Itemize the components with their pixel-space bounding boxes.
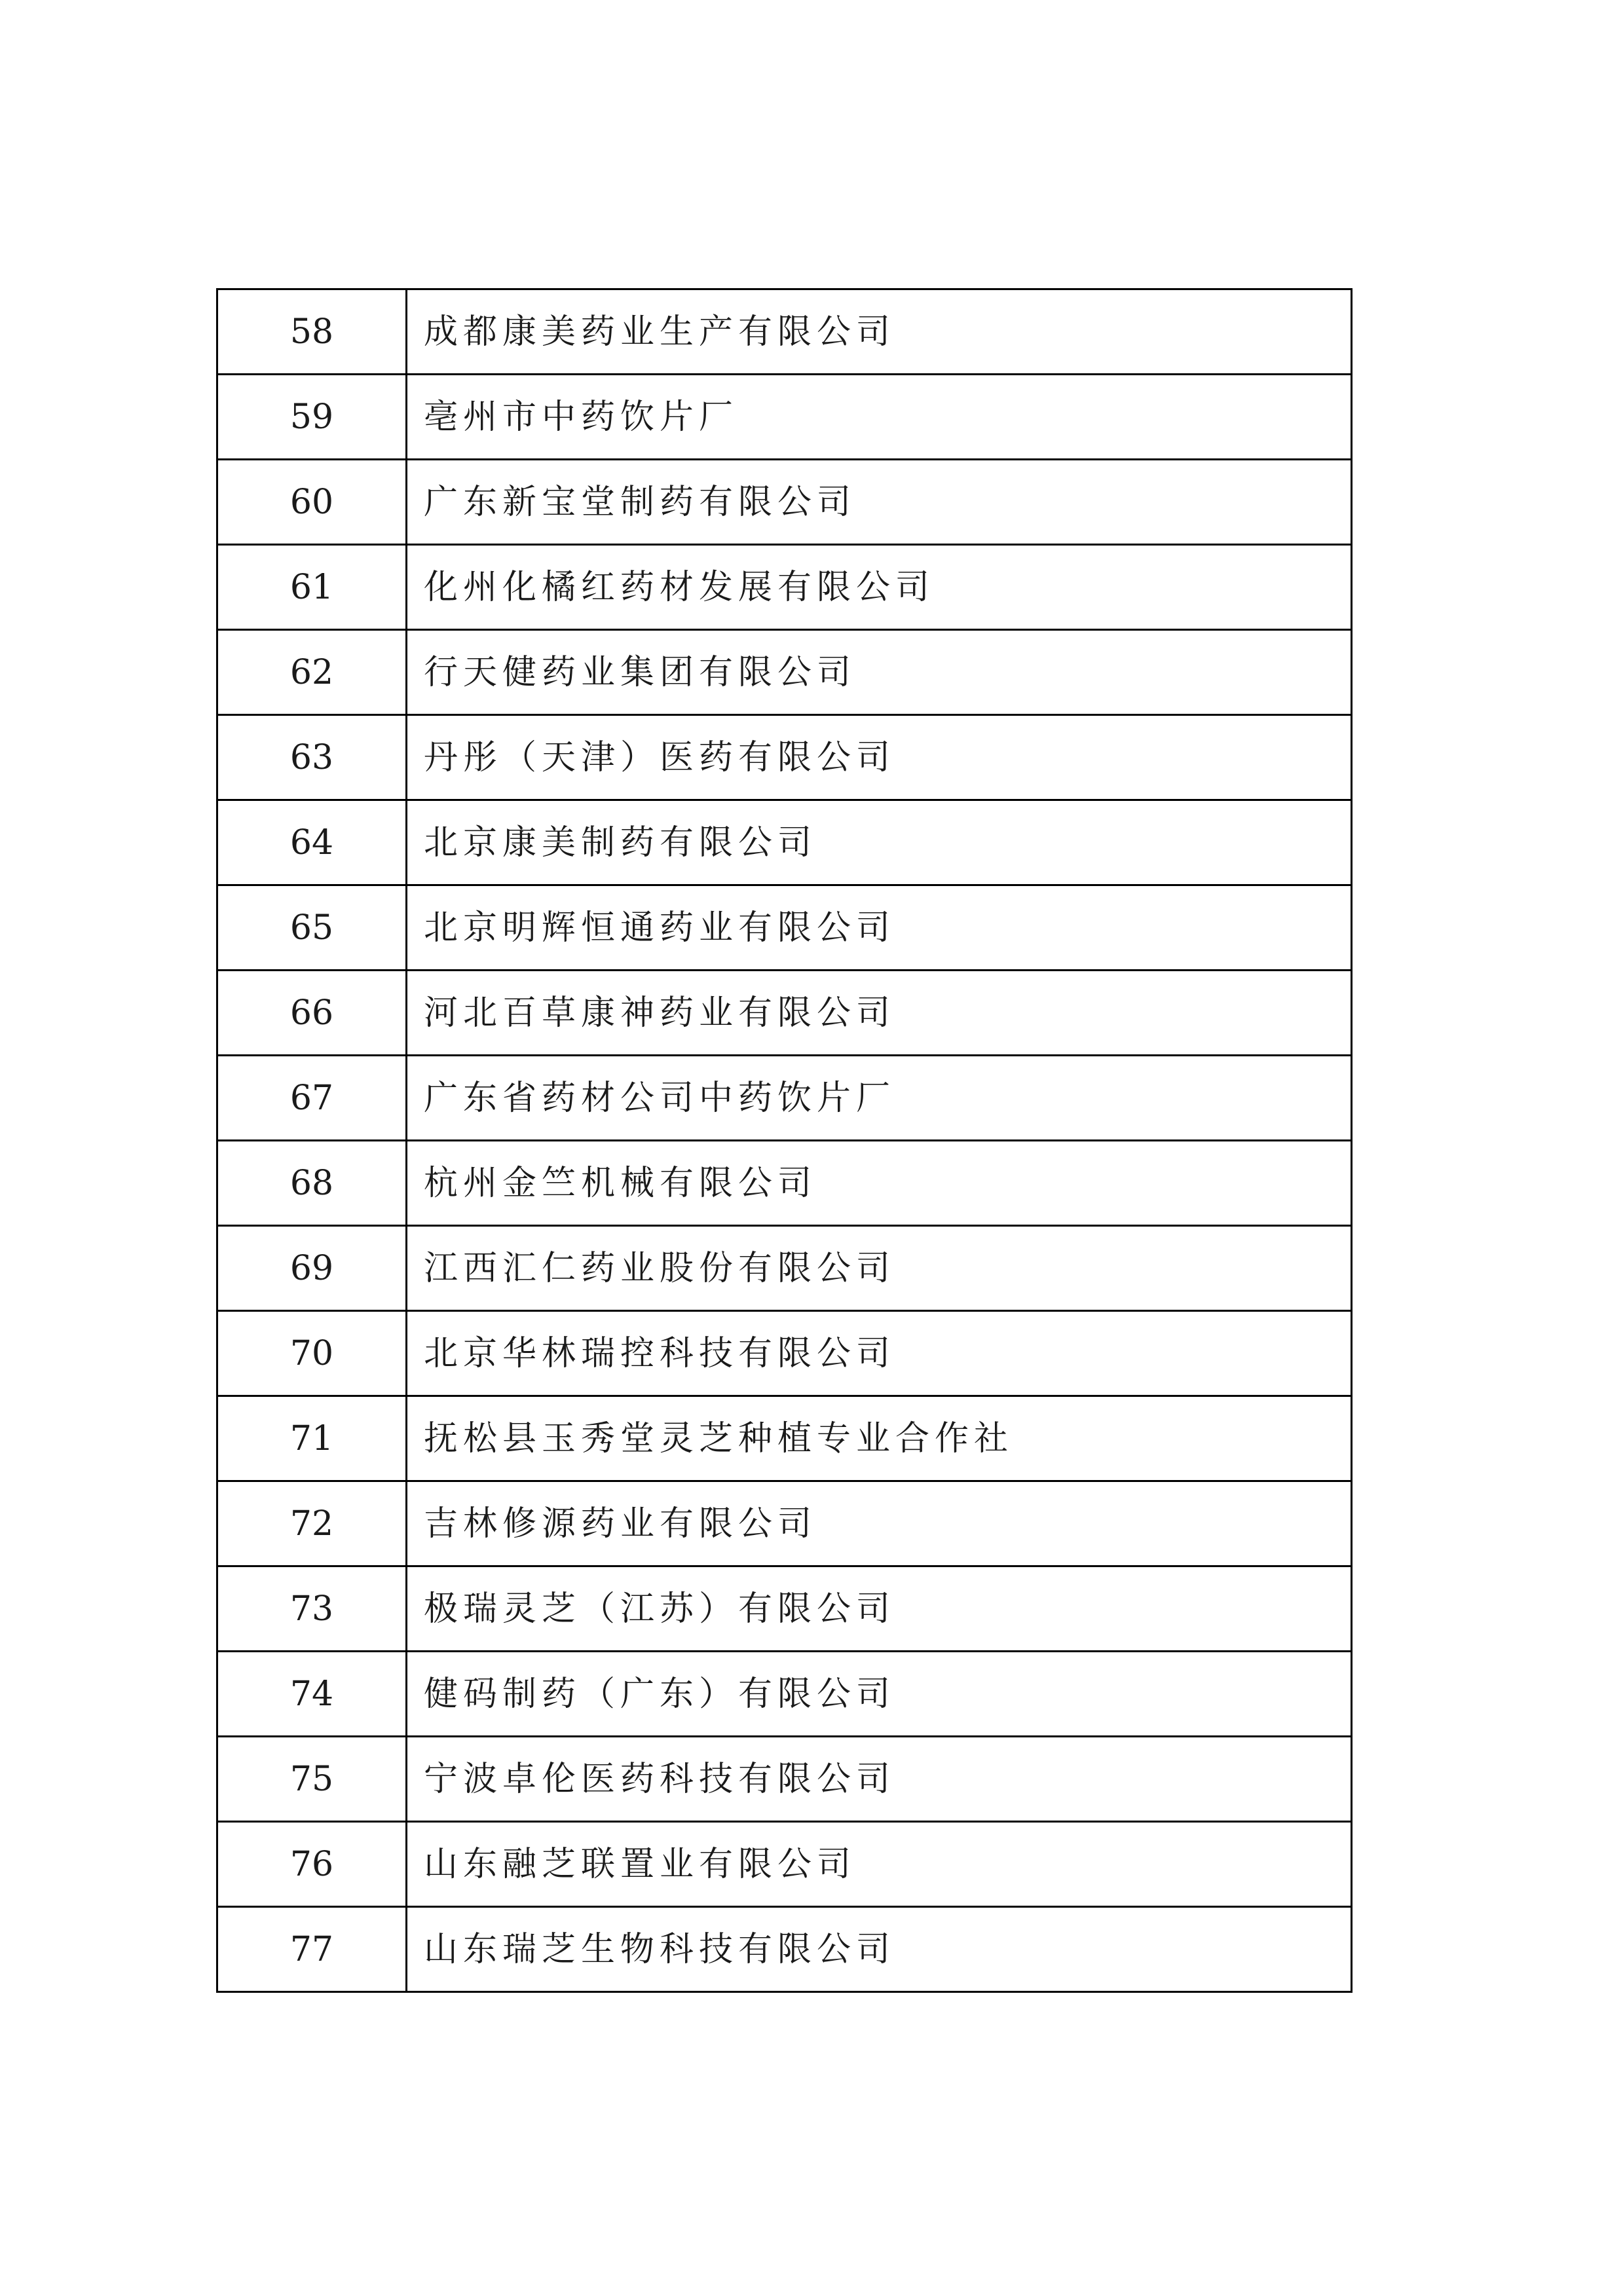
table-row [217, 1141, 1352, 1226]
table-row [217, 630, 1352, 715]
company-list-body [217, 289, 1352, 1992]
company-name-cell: 北京康美制药有限公司 [407, 800, 1352, 885]
row-number-cell: 70 [217, 1311, 407, 1396]
row-number-cell: 69 [217, 1226, 407, 1311]
table-row [217, 1822, 1352, 1907]
company-name-cell: 健码制药（广东）有限公司 [407, 1652, 1352, 1737]
company-name-cell: 丹彤（天津）医药有限公司 [407, 715, 1352, 800]
company-name-cell: 河北百草康神药业有限公司 [407, 971, 1352, 1056]
row-number-cell: 64 [217, 800, 407, 885]
row-number-cell: 73 [217, 1566, 407, 1652]
company-name-cell: 化州化橘红药材发展有限公司 [407, 545, 1352, 630]
company-name-cell: 吉林修源药业有限公司 [407, 1481, 1352, 1566]
row-number-cell: 72 [217, 1481, 407, 1566]
row-number-cell: 65 [217, 885, 407, 971]
company-name-cell: 江西汇仁药业股份有限公司 [407, 1226, 1352, 1311]
row-number-cell: 67 [217, 1056, 407, 1141]
table-row [217, 885, 1352, 971]
company-name-cell: 行天健药业集团有限公司 [407, 630, 1352, 715]
company-list-table [216, 288, 1352, 1993]
table-row [217, 1311, 1352, 1396]
row-number-cell: 59 [217, 375, 407, 460]
row-number-cell: 62 [217, 630, 407, 715]
table-row [217, 1737, 1352, 1822]
table-row [217, 375, 1352, 460]
company-name-cell: 广东新宝堂制药有限公司 [407, 460, 1352, 545]
row-number-cell: 58 [217, 289, 407, 375]
company-name-cell: 山东融芝联置业有限公司 [407, 1822, 1352, 1907]
company-name-cell: 北京明辉恒通药业有限公司 [407, 885, 1352, 971]
table-row [217, 1481, 1352, 1566]
company-name-cell: 宁波卓伦医药科技有限公司 [407, 1737, 1352, 1822]
company-name-cell: 山东瑞芝生物科技有限公司 [407, 1907, 1352, 1992]
row-number-cell: 63 [217, 715, 407, 800]
row-number-cell: 76 [217, 1822, 407, 1907]
table-row [217, 971, 1352, 1056]
row-number-cell: 74 [217, 1652, 407, 1737]
table-row [217, 1652, 1352, 1737]
row-number-cell: 71 [217, 1396, 407, 1481]
company-name-cell: 杭州金竺机械有限公司 [407, 1141, 1352, 1226]
company-name-cell: 抚松县玉秀堂灵芝种植专业合作社 [407, 1396, 1352, 1481]
table-row [217, 1056, 1352, 1141]
row-number-cell: 61 [217, 545, 407, 630]
table-row [217, 800, 1352, 885]
table-row [217, 715, 1352, 800]
row-number-cell: 66 [217, 971, 407, 1056]
table-row [217, 1226, 1352, 1311]
row-number-cell: 60 [217, 460, 407, 545]
company-name-cell: 广东省药材公司中药饮片厂 [407, 1056, 1352, 1141]
company-name-cell: 北京华林瑞控科技有限公司 [407, 1311, 1352, 1396]
row-number-cell: 77 [217, 1907, 407, 1992]
company-name-cell: 亳州市中药饮片厂 [407, 375, 1352, 460]
company-name-cell: 极瑞灵芝（江苏）有限公司 [407, 1566, 1352, 1652]
row-number-cell: 68 [217, 1141, 407, 1226]
table-row [217, 545, 1352, 630]
table-row [217, 460, 1352, 545]
company-name-cell: 成都康美药业生产有限公司 [407, 289, 1352, 375]
table-row [217, 289, 1352, 375]
row-number-cell: 75 [217, 1737, 407, 1822]
table-row [217, 1907, 1352, 1992]
table-row [217, 1566, 1352, 1652]
table-row [217, 1396, 1352, 1481]
